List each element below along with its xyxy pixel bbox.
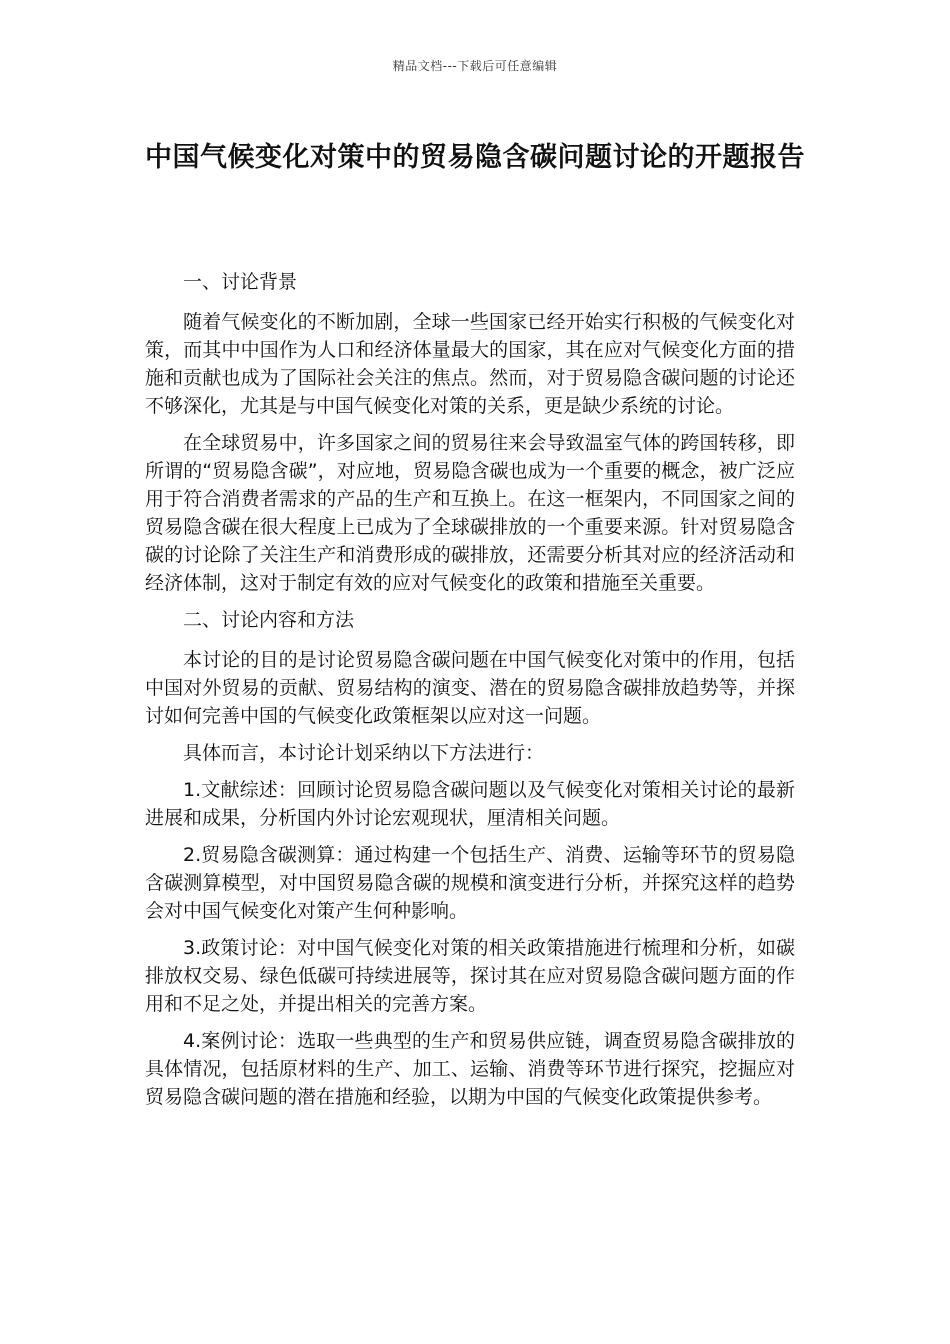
paragraph-methods-intro: 具体而言，本讨论计划采纳以下方法进行：	[183, 742, 545, 764]
list-item-carbon-measurement: 2.贸易隐含碳测算：通过构建一个包括生产、消费、运输等环节的贸易隐含碳测算模型，对中国贸易隐含碳的规模和演变进行分析，并探究这样的趋势会对中国气候变化对策产生何种影响。	[145, 844, 795, 922]
document-title: 中国气候变化对策中的贸易隐含碳问题讨论的开题报告	[145, 142, 805, 173]
section-heading-content-methods: 二、讨论内容和方法	[183, 609, 355, 631]
header-note: 精品文档---下载后可任意编辑	[392, 59, 558, 73]
paragraph-background-2: 在全球贸易中，许多国家之间的贸易往来会导致温室气体的跨国转移，即所谓的“贸易隐含碳”，对应地，贸易隐含碳也成为一个重要的概念，被广泛应用于符合消费者需求的产品的生产和互换上。在这一框架内，不同国家之间的贸易隐含碳在很大程度上已成为了全球碳排放的一个重要来源。针对贸易隐含碳的讨论除了关注生产和消费形成的碳排放，还需要分析其对应的经济活动和经济体制，这对于制定有效的应对气候变化的政策和措施至关重要。	[145, 432, 795, 594]
paragraph-purpose: 本讨论的目的是讨论贸易隐含碳问题在中国气候变化对策中的作用，包括中国对外贸易的贡献、贸易结构的演变、潜在的贸易隐含碳排放趋势等，并探讨如何完善中国的气候变化政策框架以应对这一问题。	[145, 649, 795, 727]
list-item-case-study: 4.案例讨论：选取一些典型的生产和贸易供应链，调查贸易隐含碳排放的具体情况，包括原材料的生产、加工、运输、消费等环节进行探究，挖掘应对贸易隐含碳问题的潜在措施和经验，以期为中国的气候变化政策提供参考。	[145, 1030, 795, 1108]
list-item-literature-review: 1.文献综述：回顾讨论贸易隐含碳问题以及气候变化对策相关讨论的最新进展和成果，分析国内外讨论宏观现状，厘清相关问题。	[145, 779, 795, 829]
paragraph-background-1: 随着气候变化的不断加剧，全球一些国家已经开始实行积极的气候变化对策，而其中中国作为人口和经济体量最大的国家，其在应对气候变化方面的措施和贡献也成为了国际社会关注的焦点。然而，对于贸易隐含碳问题的讨论还不够深化，尤其是与中国气候变化对策的关系，更是缺少系统的讨论。	[145, 311, 795, 417]
section-heading-background: 一、讨论背景	[183, 271, 298, 293]
list-item-policy-discussion: 3.政策讨论：对中国气候变化对策的相关政策措施进行梳理和分析，如碳排放权交易、绿色低碳可持续进展等，探讨其在应对贸易隐含碳问题方面的作用和不足之处，并提出相关的完善方案。	[145, 937, 795, 1015]
document-body	[145, 268, 795, 1120]
